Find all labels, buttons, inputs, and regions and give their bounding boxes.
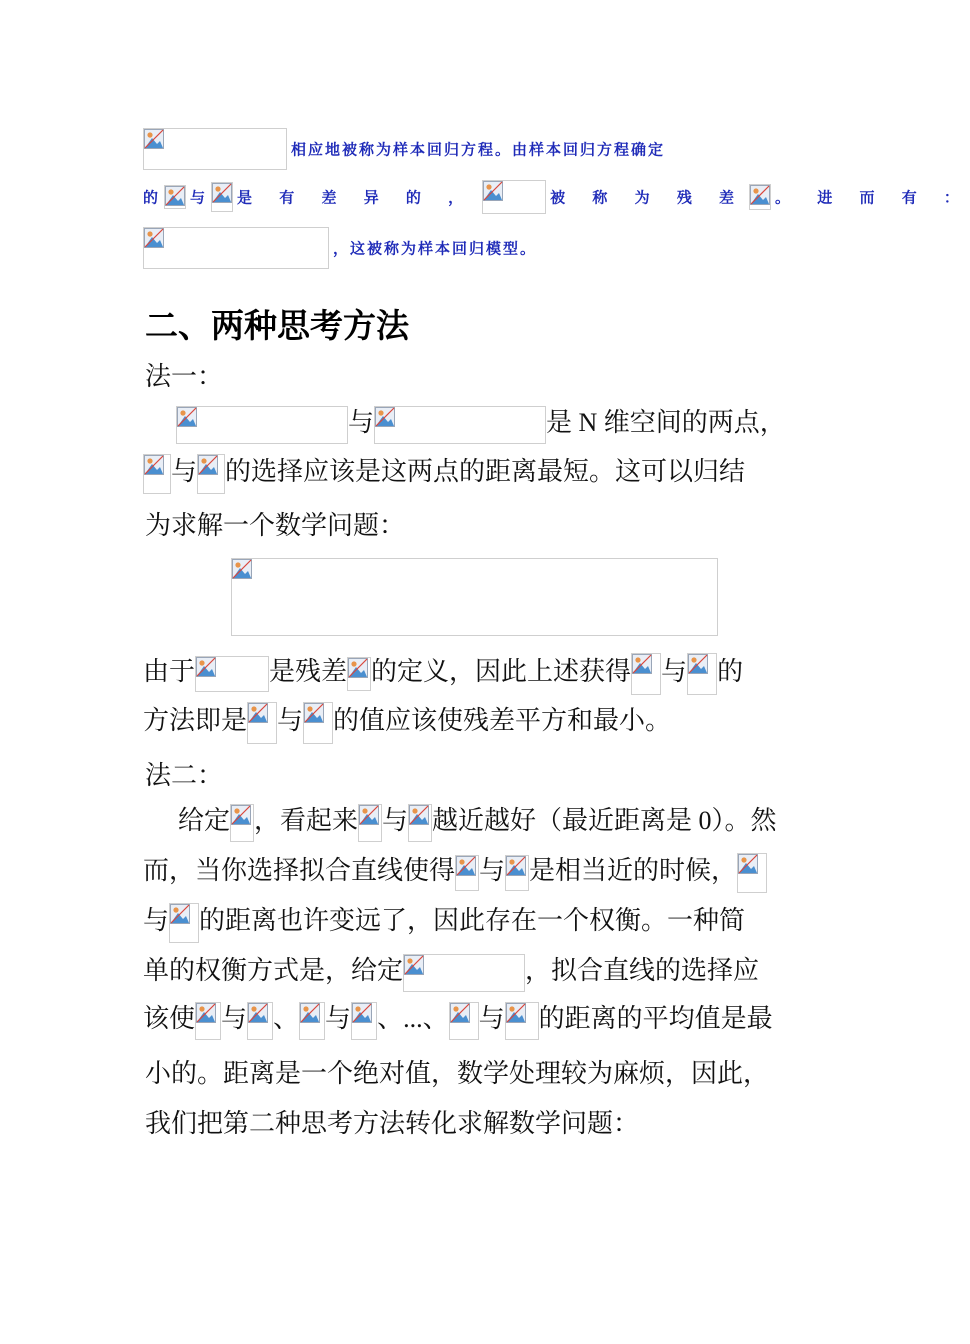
method2-l5-e: 、...、 bbox=[377, 1004, 449, 1033]
broken-image-icon bbox=[352, 1003, 372, 1023]
method1-p2-tail: 的选择应该是这两点的距离最短。这可以归结 bbox=[225, 457, 746, 486]
symbol-image bbox=[303, 702, 333, 744]
method1-line-1 bbox=[176, 402, 786, 444]
method2-l1-c: 与 bbox=[382, 806, 409, 835]
method2-l1-a: 给定 bbox=[178, 806, 231, 835]
top-text-2d: 被 称 为 残 差 bbox=[550, 188, 746, 207]
symbol-image bbox=[195, 1002, 221, 1040]
method2-l2-c: 是相当近的时候， bbox=[529, 856, 738, 885]
broken-image-icon bbox=[232, 559, 252, 579]
minimization-formula bbox=[231, 558, 718, 636]
broken-image-icon bbox=[144, 228, 164, 248]
top-text-1: 相应地被称为样本回归方程。由样本回归方程确定 bbox=[291, 140, 666, 159]
method2-l2-b: 与 bbox=[479, 856, 506, 885]
broken-image-icon bbox=[688, 654, 708, 674]
method2-line-3 bbox=[143, 900, 745, 943]
point-vector-image bbox=[176, 406, 348, 444]
top-text-2a: 的 bbox=[143, 188, 161, 207]
method2-line-7: 我们把第二种思考方法转化求解数学问题： bbox=[145, 1109, 640, 1138]
method1-p4-c: 的定义，因此上述获得 bbox=[371, 657, 632, 686]
method2-l3-a: 与 bbox=[143, 906, 170, 935]
symbol-image bbox=[197, 454, 225, 494]
method1-p4-b: 是残差 bbox=[269, 657, 348, 686]
top-line-2 bbox=[143, 180, 970, 214]
broken-image-icon bbox=[177, 407, 197, 427]
method2-l1-d: 越近越好（最近距离是 0）。然 bbox=[432, 806, 777, 835]
broken-image-icon bbox=[231, 805, 251, 825]
broken-image-icon bbox=[404, 955, 424, 975]
method1-line-5 bbox=[143, 700, 671, 744]
top-text-2c: 是 有 差 异 的 ， bbox=[237, 188, 475, 207]
symbol-image bbox=[143, 454, 171, 494]
method1-p2-yu: 与 bbox=[171, 457, 198, 486]
symbol-image bbox=[347, 657, 371, 691]
method1-p5-c: 的值应该使残差平方和最小。 bbox=[333, 706, 672, 735]
method1-p4-d: 与 bbox=[661, 657, 688, 686]
symbol-image bbox=[749, 184, 771, 210]
sample-set-image bbox=[403, 954, 525, 992]
top-text-2e: 。 进 而 有 ： bbox=[775, 188, 970, 207]
method2-line-4 bbox=[143, 950, 759, 992]
method1-p1-tail: 是 N 维空间的两点， bbox=[546, 408, 786, 437]
symbol-image bbox=[247, 1002, 273, 1040]
method2-l5-f: 与 bbox=[478, 1004, 505, 1033]
method2-l2-a: 而，当你选择拟合直线使得 bbox=[143, 856, 456, 885]
broken-image-icon bbox=[375, 407, 395, 427]
method1-p1-yu: 与 bbox=[348, 408, 375, 437]
broken-image-icon bbox=[144, 129, 164, 149]
method2-l5-c: 、 bbox=[273, 1004, 300, 1033]
broken-image-icon bbox=[196, 1003, 216, 1023]
symbol-image bbox=[455, 855, 479, 891]
formula-image bbox=[143, 128, 287, 170]
method2-line-6: 小的。距离是一个绝对值，数学处理较为麻烦，因此， bbox=[145, 1059, 770, 1088]
method2-l3-b: 的距离也许变远了，因此存在一个权衡。一种简 bbox=[199, 906, 746, 935]
method1-line-2 bbox=[143, 451, 745, 494]
top-text-2b: 与 bbox=[190, 188, 208, 207]
broken-image-icon bbox=[750, 185, 770, 205]
formula-image bbox=[231, 558, 718, 636]
symbol-image bbox=[505, 1002, 539, 1040]
symbol-image bbox=[211, 182, 233, 212]
top-line-3 bbox=[143, 227, 537, 269]
method2-line-1 bbox=[178, 800, 777, 842]
broken-image-icon bbox=[144, 455, 164, 475]
method1-p4-e: 的 bbox=[717, 657, 744, 686]
broken-image-icon bbox=[170, 904, 190, 924]
top-text-3: ，这被称为样本回归模型。 bbox=[333, 239, 538, 258]
method2-l4-a: 单的权衡方式是，给定 bbox=[143, 956, 404, 985]
symbol-image bbox=[299, 1002, 325, 1040]
symbol-image bbox=[449, 1002, 479, 1040]
broken-image-icon bbox=[632, 654, 652, 674]
method2-l5-b: 与 bbox=[221, 1004, 248, 1033]
broken-image-icon bbox=[248, 1003, 268, 1023]
symbol-image bbox=[169, 903, 199, 943]
residual-formula-image bbox=[482, 180, 546, 214]
broken-image-icon bbox=[506, 1003, 526, 1023]
broken-image-icon bbox=[348, 658, 368, 678]
point-vector-image bbox=[374, 406, 546, 444]
broken-image-icon bbox=[198, 455, 218, 475]
symbol-image bbox=[247, 702, 277, 744]
symbol-image bbox=[408, 804, 432, 842]
symbol-image bbox=[687, 653, 717, 695]
symbol-image bbox=[505, 855, 529, 891]
method1-p5-a: 方法即是 bbox=[143, 706, 248, 735]
method2-l4-b: ，拟合直线的选择应 bbox=[525, 956, 760, 985]
broken-image-icon bbox=[359, 805, 379, 825]
method2-l5-a: 该使 bbox=[143, 1004, 196, 1033]
method1-p4-a: 由于 bbox=[143, 657, 196, 686]
residual-formula-image bbox=[195, 656, 269, 692]
broken-image-icon bbox=[450, 1003, 470, 1023]
broken-image-icon bbox=[196, 657, 216, 677]
symbol-image bbox=[358, 804, 382, 842]
section-heading: 二、两种思考方法 bbox=[145, 306, 409, 345]
broken-image-icon bbox=[248, 703, 268, 723]
symbol-image bbox=[631, 653, 661, 695]
method2-l1-b: ，看起来 bbox=[254, 806, 359, 835]
method1-p5-b: 与 bbox=[277, 706, 304, 735]
broken-image-icon bbox=[738, 854, 758, 874]
broken-image-icon bbox=[506, 856, 526, 876]
top-line-1 bbox=[143, 128, 665, 170]
broken-image-icon bbox=[483, 181, 503, 201]
broken-image-icon bbox=[165, 186, 185, 206]
broken-image-icon bbox=[300, 1003, 320, 1023]
method2-line-5 bbox=[143, 998, 773, 1040]
symbol-image bbox=[351, 1002, 377, 1040]
method2-l5-g: 的距离的平均值是最 bbox=[538, 1004, 773, 1033]
broken-image-icon bbox=[212, 183, 232, 203]
broken-image-icon bbox=[304, 703, 324, 723]
broken-image-icon bbox=[409, 805, 429, 825]
broken-image-icon bbox=[456, 856, 476, 876]
model-formula-image bbox=[143, 227, 329, 269]
method2-l5-d: 与 bbox=[325, 1004, 352, 1033]
method1-line-4 bbox=[143, 651, 743, 695]
method2-label: 法二： bbox=[145, 761, 224, 790]
method1-line-3: 为求解一个数学问题： bbox=[145, 511, 406, 540]
symbol-image bbox=[164, 185, 186, 209]
symbol-image bbox=[737, 853, 767, 893]
method1-label: 法一： bbox=[145, 362, 224, 391]
symbol-image bbox=[230, 804, 254, 842]
method2-line-2 bbox=[143, 850, 767, 893]
